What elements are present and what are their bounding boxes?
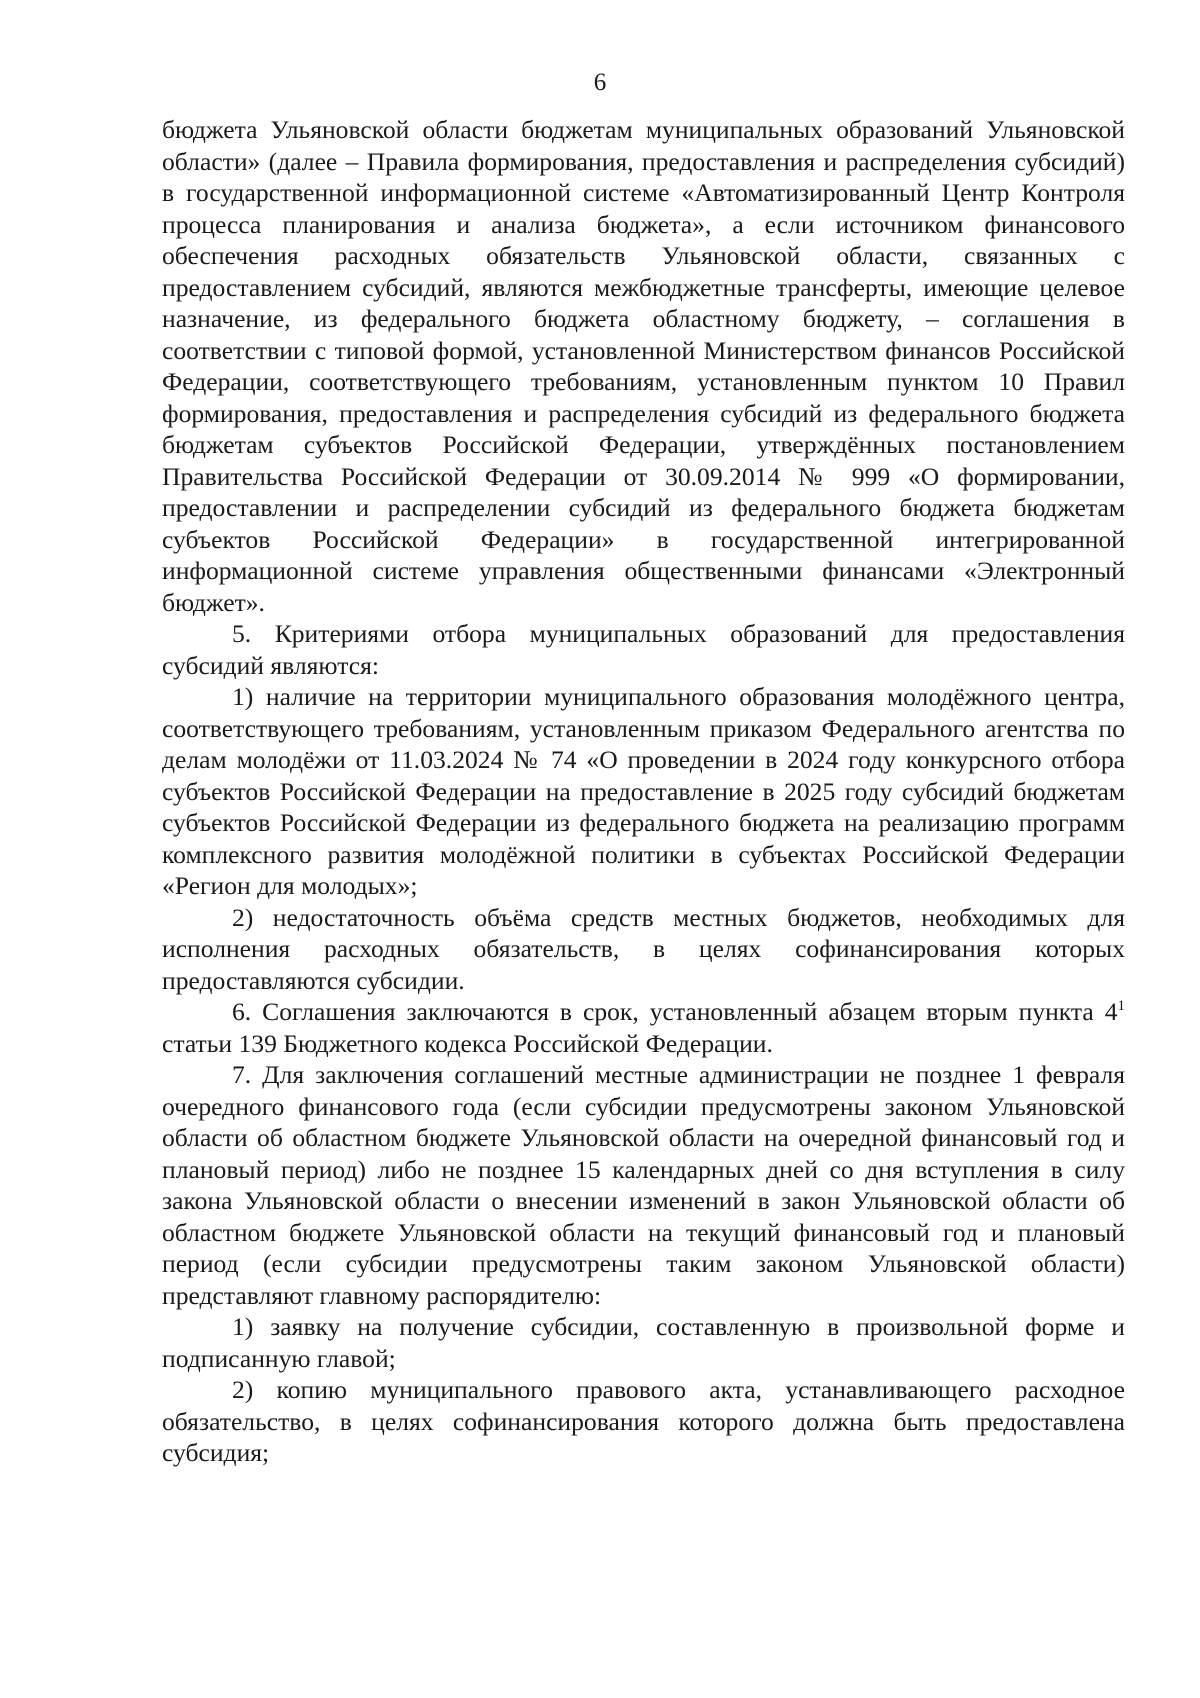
document-body [162,114,1125,1469]
paragraph-item-6 [162,996,1125,1059]
paragraph-item-7-1: 1) заявку на получение субсидии, составленную в произвольной форме и подписанную главой; [162,1312,1125,1373]
paragraph-item-5-2: 2) недостаточность объёма средств местных бюджетов, необходимых для исполнения расходных обязательств, в целях софинансирования которых предоставляются субсидии. [162,902,1125,995]
superscript-index: 1 [1117,998,1125,1014]
paragraph-item-7-2: 2) копию муниципального правового акта, устанавливающего расходное обязательство, в целях софинансирования которого должна быть предоставлена субсидия; [162,1375,1125,1467]
paragraph-item-5-1: 1) наличие на территории муниципального образования молодёжного центра, соответствующего требованиям, установленным приказом Федерального агентства по делам молодёжи от 11.03.2024 № 74 «О проведении в 2024 году конкурсного отбора субъектов Российской Федерации на предоставление в 2025 году субсидий бюджетам субъектов Российской Федерации из федерального бюджета на реализацию программ комплексного развития молодёжной политики в субъектах Российской Федерации «Регион для молодых»; [162,682,1125,900]
page-number: 6 [593,69,607,96]
paragraph-item-7: 7. Для заключения соглашений местные администрации не позднее 1 февраля очередного финансового года (если субсидии предусмотрены законом Ульяновской области об областном бюджете Ульяновской области на очередной финансовый год и плановый период) либо не позднее 15 календарных дней со дня вступления в силу закона Ульяновской области о внесении изменений в закон Ульяновской области об областном бюджете Ульяновской области на текущий финансовый год и плановый период (если субсидии предусмотрены таким законом Ульяновской области) представляют главному распорядителю: [162,1060,1125,1310]
paragraph-item-5: 5. Критериями отбора муниципальных образований для предоставления субсидий являются: [162,619,1125,680]
paragraph-item-6-text-before: 6. Соглашения заключаются в срок, установленный абзацем вторым пункта 4 [232,997,1118,1026]
paragraph-item-6-text-after: статьи 139 Бюджетного кодекса Российской Федерации. [162,1028,773,1058]
paragraph-continuation: бюджета Ульяновской области бюджетам муниципальных образований Ульяновской области» (далее – Правила формирования, предоставления и распределения субсидий) в государственной информационной системе «Автоматизированный Центр Контроля процесса планирования и анализа бюджета», а если источником финансового обеспечения расходных обязательств Ульяновской области, связанных с предоставлением субсидий, являются межбюджетные трансферты, имеющие целевое назначение, из федерального бюджета областному бюджету, – соглашения в соответствии с типовой формой, установленной Министерством финансов Российской Федерации, соответствующего требованиям, установленным пунктом 10 Правил формирования, предоставления и распределения субсидий из федерального бюджета бюджетам субъектов Российской Федерации, утверждённых постановлением Правительства Российской Федерации от 30.09.2014 № 999 «О формировании, предоставлении и распределении субсидий из федерального бюджета бюджетам субъектов Российской Федерации» в государственной интегрированной информационной системе управления общественными финансами «Электронный бюджет». [162,115,1125,617]
